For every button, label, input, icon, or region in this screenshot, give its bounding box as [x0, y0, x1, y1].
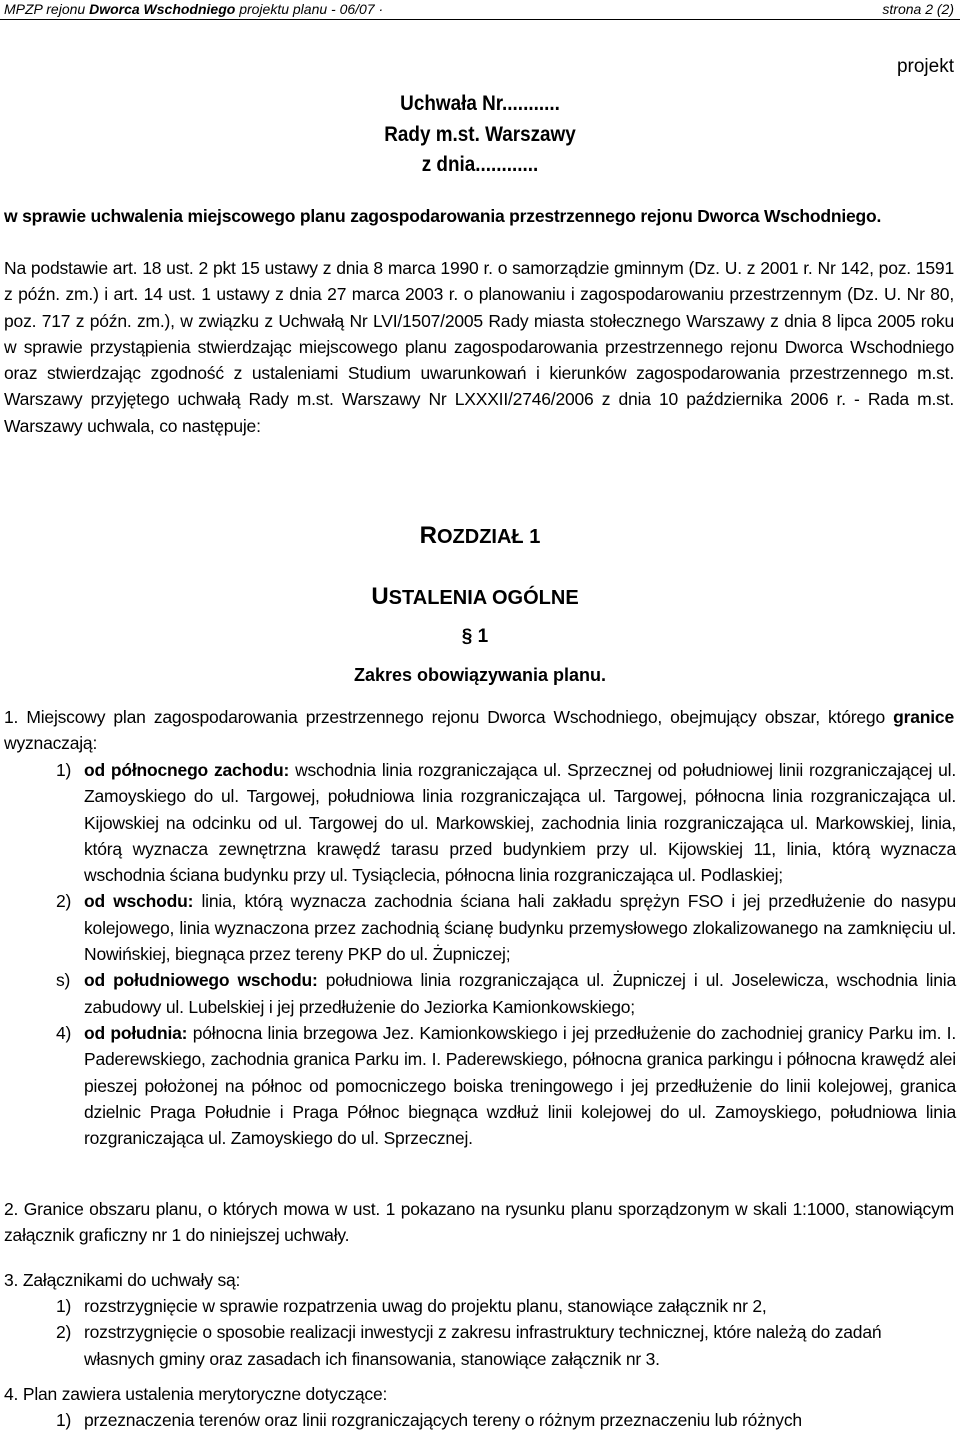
paragraph-1-lead: 1. Miejscowy plan zagospodarowania przestrzennego rejonu Dworca Wschodniego, obejmujący obszar, którego granice wyznaczają:	[4, 707, 954, 754]
list-item: 1) przeznaczenia terenów oraz linii rozgraniczających tereny o różnym przeznaczeniu lub różnych	[56, 1410, 802, 1430]
boundary-list	[56, 757, 956, 1151]
list-item: 2) rozstrzygnięcie o sposobie realizacji inwestycji z zakresu infrastruktury technicznej, które należą do zadań własnych gminy oraz zasadach ich finansowania, stanowiące załącznik nr 3.	[56, 1322, 882, 1369]
header-divider	[0, 19, 960, 20]
list-item: 1) od północnego zachodu: wschodnia linia rozgraniczająca ul. Sprzecznej od południowej linii rozgraniczającej ul. Zamoyskiego do ul. Targowej, południowa linia rozgraniczająca ul. Targowej, północna linia rozgraniczająca ul. Kijowskiej na odcinku od ul. Targowej do ul. Markowskiej, zachodnia linia rozgraniczająca ul. Markowskiej, linia, którą wyznacza zewnętrzna krawędź tarasu przed budynkiem przy ul. Kijowskiej 11, linia, którą wyznacza wschodnia ściana budynku przy ul. Tysiąclecia, północna linia rozgraniczająca ul. Podlaskiej;	[56, 760, 956, 886]
section-mark: § 1	[461, 626, 489, 647]
list-item: 4) od południa: północna linia brzegowa Jez. Kamionkowskiego i jej przedłużenie do zachodniej granicy Parku im. I. Paderewskiego, zachodnia granica Parku im. I. Paderewskiego, północna granica parkingu i północna krawędź alei pieszej położonej na północ od pomocniczego boiska treningowego i jej przedłużenie do linii kolejowej, granica dzielnic Praga Południe i Praga Północ biegnąca wzdłuż linii kolejowej do ul. Zamoyskiego, południowa linia rozgraniczająca ul. Zamoyskiego do ul. Sprzecznej.	[56, 1022, 956, 1149]
list-item: 2) od wschodu: linia, którą wyznacza zachodnia ściana hali zakładu sprężyn FSO i jej przedłużenie do nasypu kolejowego, linia wyznaczona przez zachodnią ścianę budynku przemysłowego zlokalizowanego na zamknięciu ul. Nowińskiej, biegnąca przez tereny PKP do ul. Żupniczej;	[56, 891, 956, 965]
chapter-title: ROZDZIAŁ 1	[419, 522, 541, 549]
draft-label: projekt	[896, 56, 954, 77]
paragraph-3-lead: 3. Załącznikami do uchwały są:	[4, 1270, 241, 1290]
chapter-subtitle: USTALENIA OGÓLNE	[371, 583, 579, 610]
header-document-title: MPZP rejonu Dworca Wschodniego projektu planu - 06/07 ·	[4, 1, 384, 17]
section-title: Zakres obowiązywania planu.	[353, 665, 607, 685]
preamble-paragraph: Na podstawie art. 18 ust. 2 pkt 15 ustawy z dnia 8 marca 1990 r. o samorządzie gminnym (Dz. U. z 2001 r. Nr 142, poz. 1591 z późn. zm.) i art. 14 ust. 1 ustawy z dnia 27 marca 2003 r. o planowaniu i zagospodarowaniu przestrzennym (Dz. U. Nr 80, poz. 717 z późn. zm.), w związku z Uchwałą Nr LVI/1507/2005 Rady miasta stołecznego Warszawy z dnia 8 lipca 2005 roku w sprawie przystąpienia stwierdzając miejscowego planu zagospodarowania przestrzennego rejonu Dworca Wschodniego oraz stwierdzając zgodność z ustaleniami Studium uwarunkowań i kierunków zagospodarowania przestrzennego m.st. Warszawy przyjętego uchwałą Rady m.st. Warszawy Nr LXXXII/2746/2006 z dnia 10 października 2006 r. - Rada m.st. Warszawy uchwala, co następuje:	[4, 258, 954, 436]
resolution-subject: w sprawie uchwalenia miejscowego planu zagospodarowania przestrzennego rejonu Dworca Wschodniego.	[4, 206, 882, 226]
list-item: s) od południowego wschodu: południowa linia rozgraniczająca ul. Żupniczej i ul. Joselewicza, wschodnia linia zabudowy ul. Lubelskiej i jej przedłużenie do Jeziorka Kamionkowskiego;	[56, 970, 956, 1017]
paragraph-2: 2. Granice obszaru planu, o których mowa w ust. 1 pokazano na rysunku planu sporządzonym w skali 1:1000, stanowiącym załącznik graficzny nr 1 do niniejszej uchwały.	[4, 1199, 954, 1246]
attachments-list	[56, 1293, 956, 1372]
resolution-title-line-3: z dnia............	[421, 153, 539, 176]
resolution-title-line-1: Uchwała Nr...........	[400, 92, 560, 115]
paragraph-4-lead: 4. Plan zawiera ustalenia merytoryczne dotyczące:	[4, 1384, 388, 1404]
page-header	[0, 0, 960, 22]
content-scope-list	[56, 1407, 956, 1433]
header-page-number: strona 2 (2)	[882, 1, 954, 17]
list-item: 1) rozstrzygnięcie w sprawie rozpatrzenia uwag do projektu planu, stanowiące załącznik nr 2,	[56, 1296, 767, 1316]
resolution-title-line-2: Rady m.st. Warszawy	[384, 123, 576, 146]
